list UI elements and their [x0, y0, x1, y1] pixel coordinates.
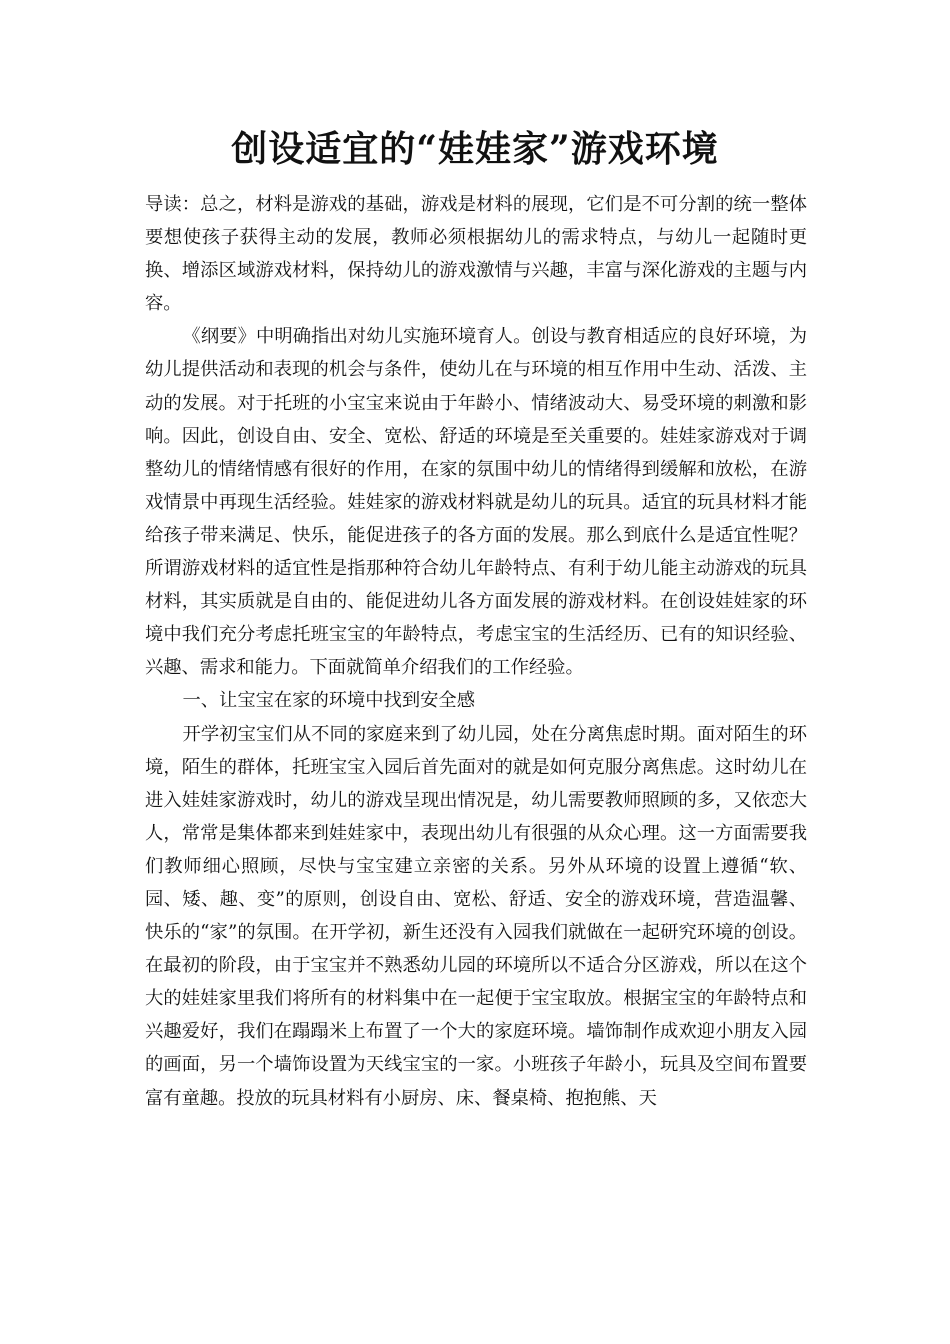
page-title: 创设适宜的“娃娃家”游戏环境: [231, 128, 719, 170]
body-paragraph: 开学初宝宝们从不同的家庭来到了幼儿园，处在分离焦虑时期。面对陌生的环境，陌生的群体，托班宝宝入园后首先面对的就是如何克服分离焦虑。这时幼儿在进入娃娃家游戏时，幼儿的游戏呈现出情况是，幼儿需要教师照顾的多，又依恋大人，常常是集体都来到娃娃家中，表现出幼儿有很强的从众心理。这一方面需要我们教师细心照顾，尽快与宝宝建立亲密的关系。另外从环境的设置上遵循“软、园、矮、趣、变”的原则，创设自由、宽松、舒适、安全的游戏环境，营造温馨、快乐的“家”的氛围。在开学初，新生还没有入园我们就做在一起研究环境的创设。在最初的阶段，由于宝宝并不熟悉幼儿园的环境所以不适合分区游戏，所以在这个大的娃娃家里我们将所有的材料集中在一起便于宝宝取放。根据宝宝的年龄特点和兴趣爱好，我们在蹋蹋米上布置了一个大的家庭环境。墙饰制作成欢迎小朋友入园的画面，另一个墙饰设置为天线宝宝的一家。小班孩子年龄小，玩具及空间布置要富有童趣。投放的玩具材料有小厨房、床、餐桌椅、抱抱熊、天: [145, 723, 807, 1109]
document-body: [145, 188, 807, 1115]
body-paragraph: 《纲要》中明确指出对幼儿实施环境育人。创设与教育相适应的良好环境，为幼儿提供活动和表现的机会与条件，使幼儿在与环境的相互作用中生动、活泼、主动的发展。对于托班的小宝宝来说由于年龄小、情绪波动大、易受环境的刺激和影响。因此，创设自由、安全、宽松、舒适的环境是至关重要的。娃娃家游戏对于调整幼儿的情绪情感有很好的作用，在家的氛围中幼儿的情绪得到缓解和放松，在游戏情景中再现生活经验。娃娃家的游戏材料就是幼儿的玩具。适宜的玩具材料才能给孩子带来满足、快乐，能促进孩子的各方面的发展。那么到底什么是适宜性呢？所谓游戏材料的适宜性是指那种符合幼儿年龄特点、有利于幼儿能主动游戏的玩具材料，其实质就是自由的、能促进幼儿各方面发展的游戏材料。在创设娃娃家的环境中我们充分考虑托班宝宝的年龄特点，考虑宝宝的生活经历、已有的知识经验、兴趣、需求和能力。下面就简单介绍我们的工作经验。: [145, 326, 807, 679]
section-heading: 一、让宝宝在家的环境中找到安全感: [182, 690, 475, 712]
intro-paragraph: 导读：总之，材料是游戏的基础，游戏是材料的展现，它们是不可分割的统一整体要想使孩子获得主动的发展，教师必须根据幼儿的需求特点，与幼儿一起随时更换、增添区域游戏材料，保持幼儿的游戏激情与兴趣，丰富与深化游戏的主题与内容。: [145, 194, 807, 315]
